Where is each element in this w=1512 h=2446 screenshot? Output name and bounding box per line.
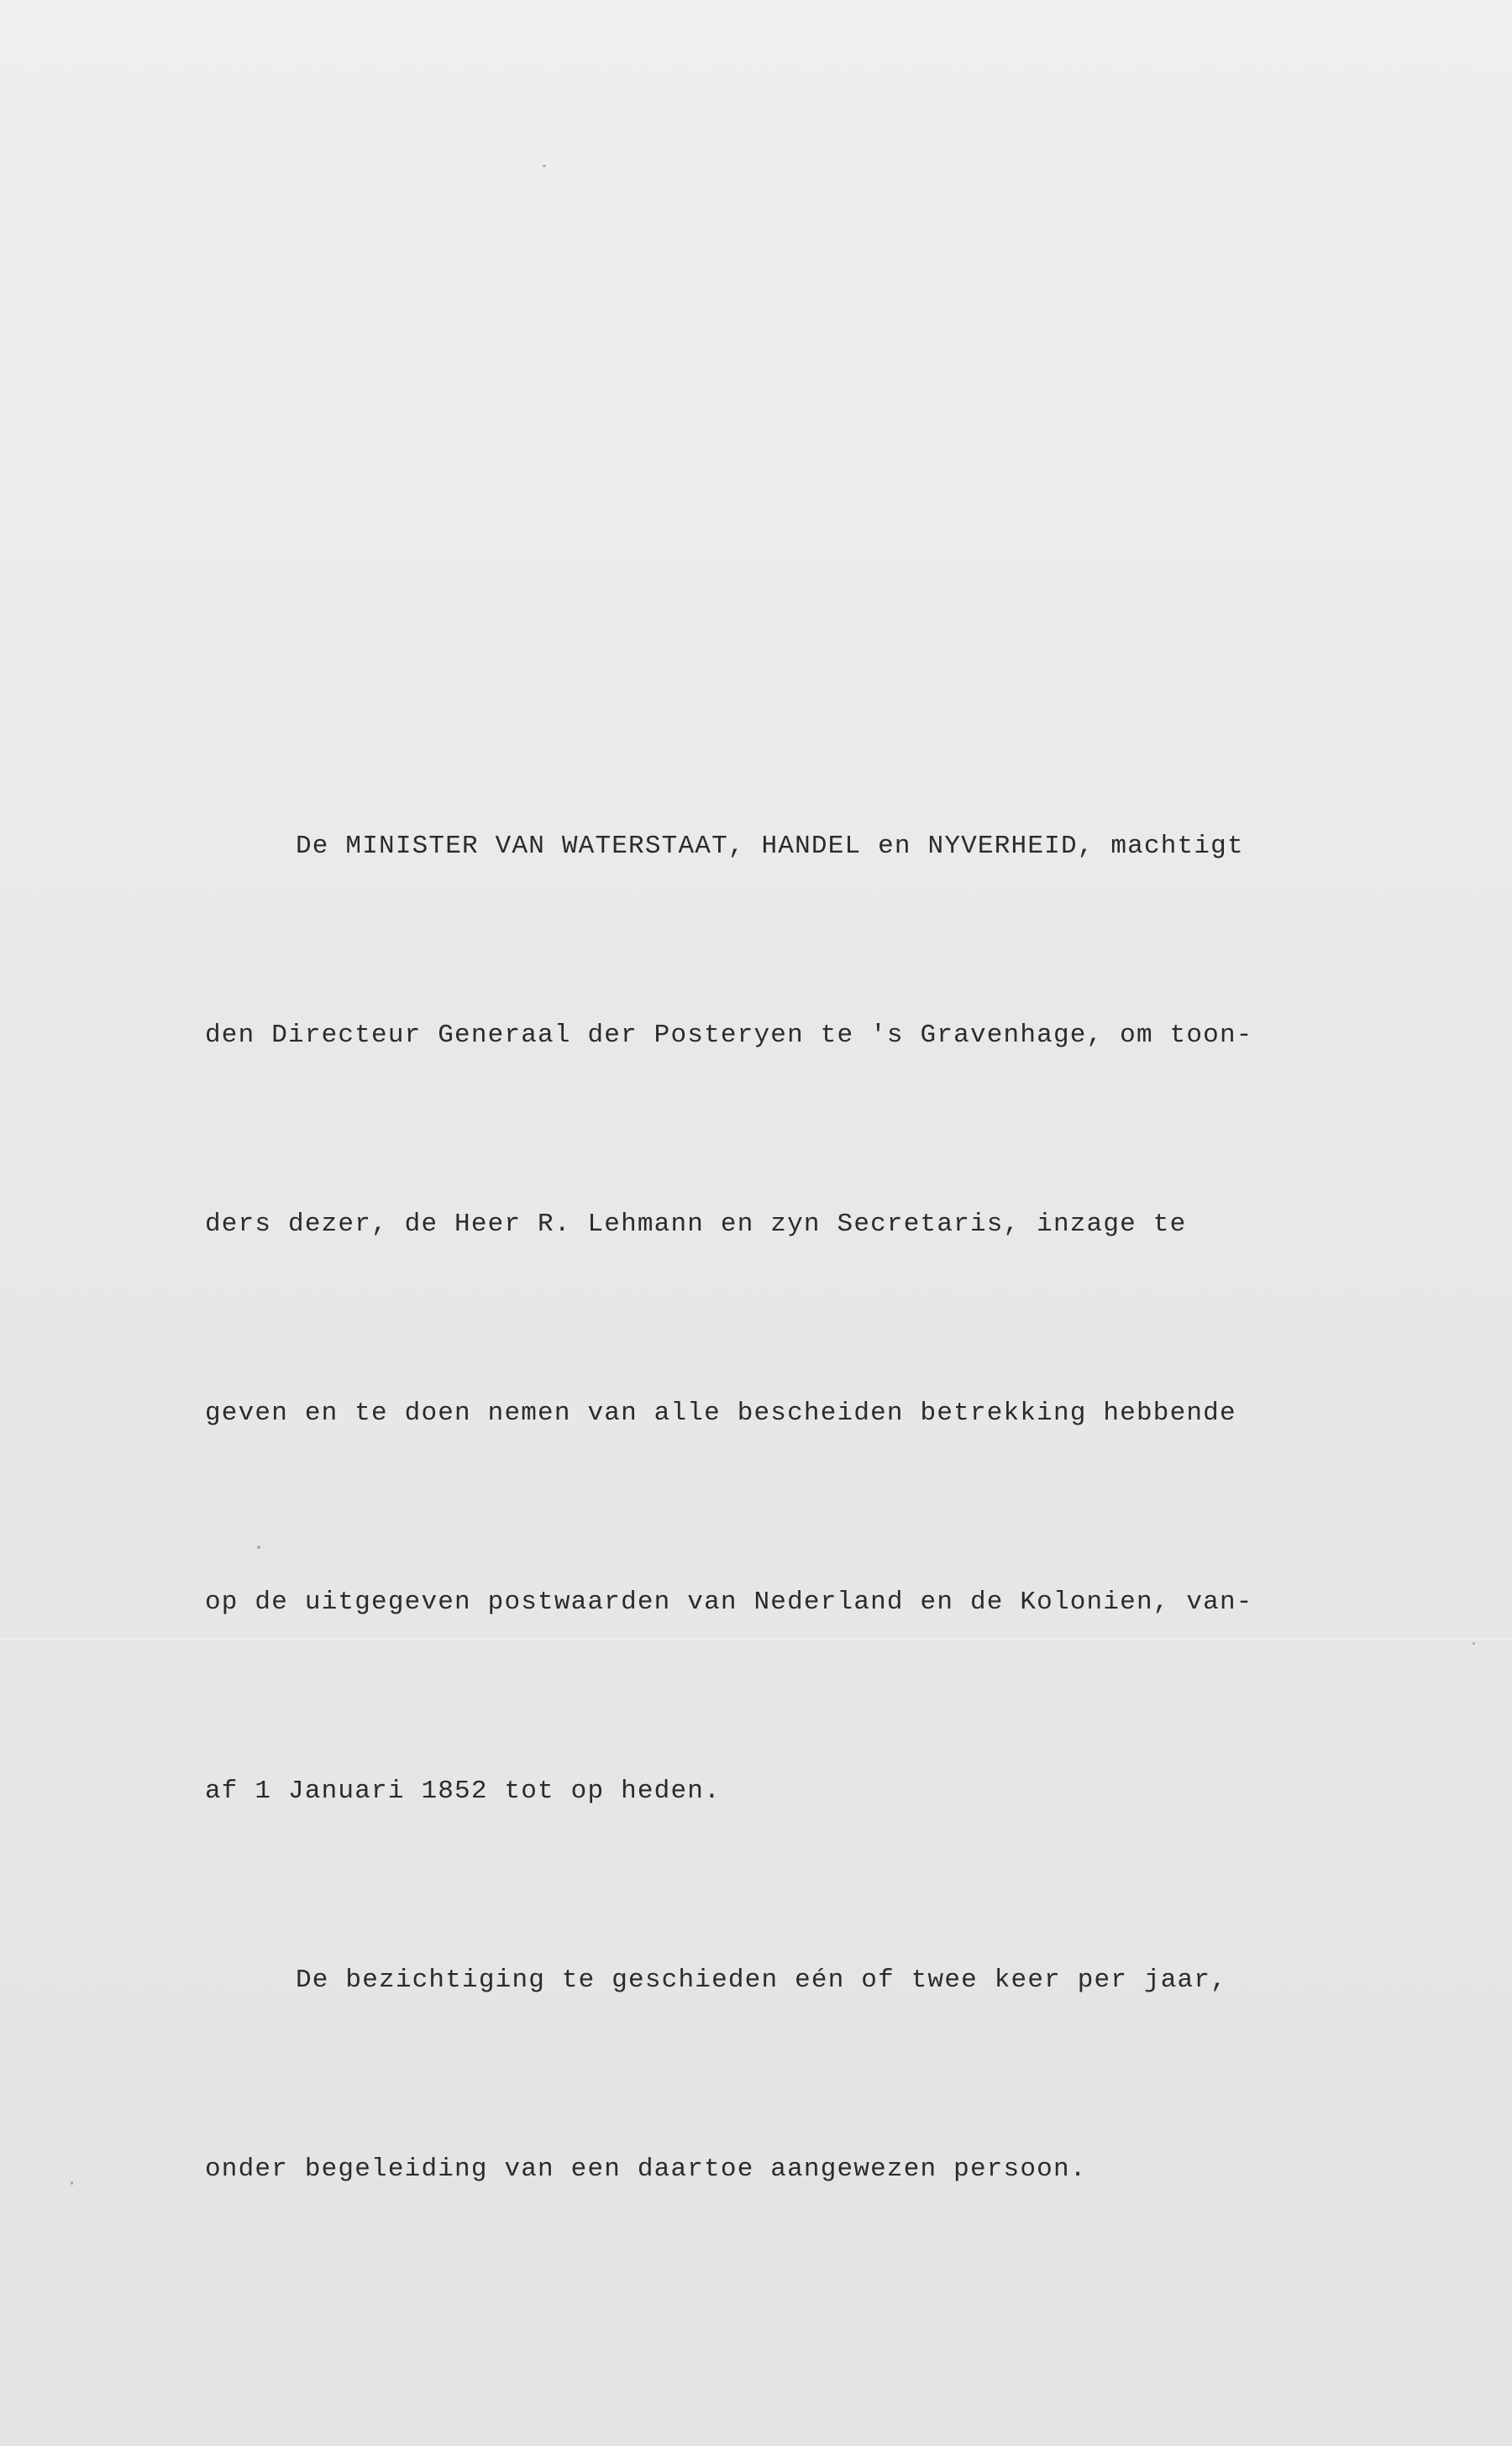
letter-line: onder begeleiding van een daartoe aangewezen persoon. (205, 2155, 1087, 2184)
letter-line: De bezichtiging te geschieden eén of twee keer per jaar, (296, 1966, 1227, 1995)
paper-speck (543, 165, 546, 167)
letter-line: De MINISTER VAN WATERSTAAT, HANDEL en NYVERHEID, machtigt (296, 832, 1244, 861)
paper-speck (71, 2181, 73, 2185)
letter-line: geven en te doen nemen van alle bescheiden betrekking hebbende (205, 1399, 1236, 1428)
letter-line: den Directeur Generaal der Posteryen te 's Gravenhage, om toon- (205, 1021, 1253, 1050)
letter-line: ders dezer, de Heer R. Lehmann en zyn Secretaris, inzage te (205, 1210, 1187, 1239)
letter-line: op de uitgegeven postwaarden van Nederland en de Kolonien, van- (205, 1588, 1253, 1617)
letter-line: af 1 Januari 1852 tot op heden. (205, 1777, 721, 1806)
authorization-letter (205, 689, 1406, 2327)
paper-speck (1473, 1642, 1475, 1645)
